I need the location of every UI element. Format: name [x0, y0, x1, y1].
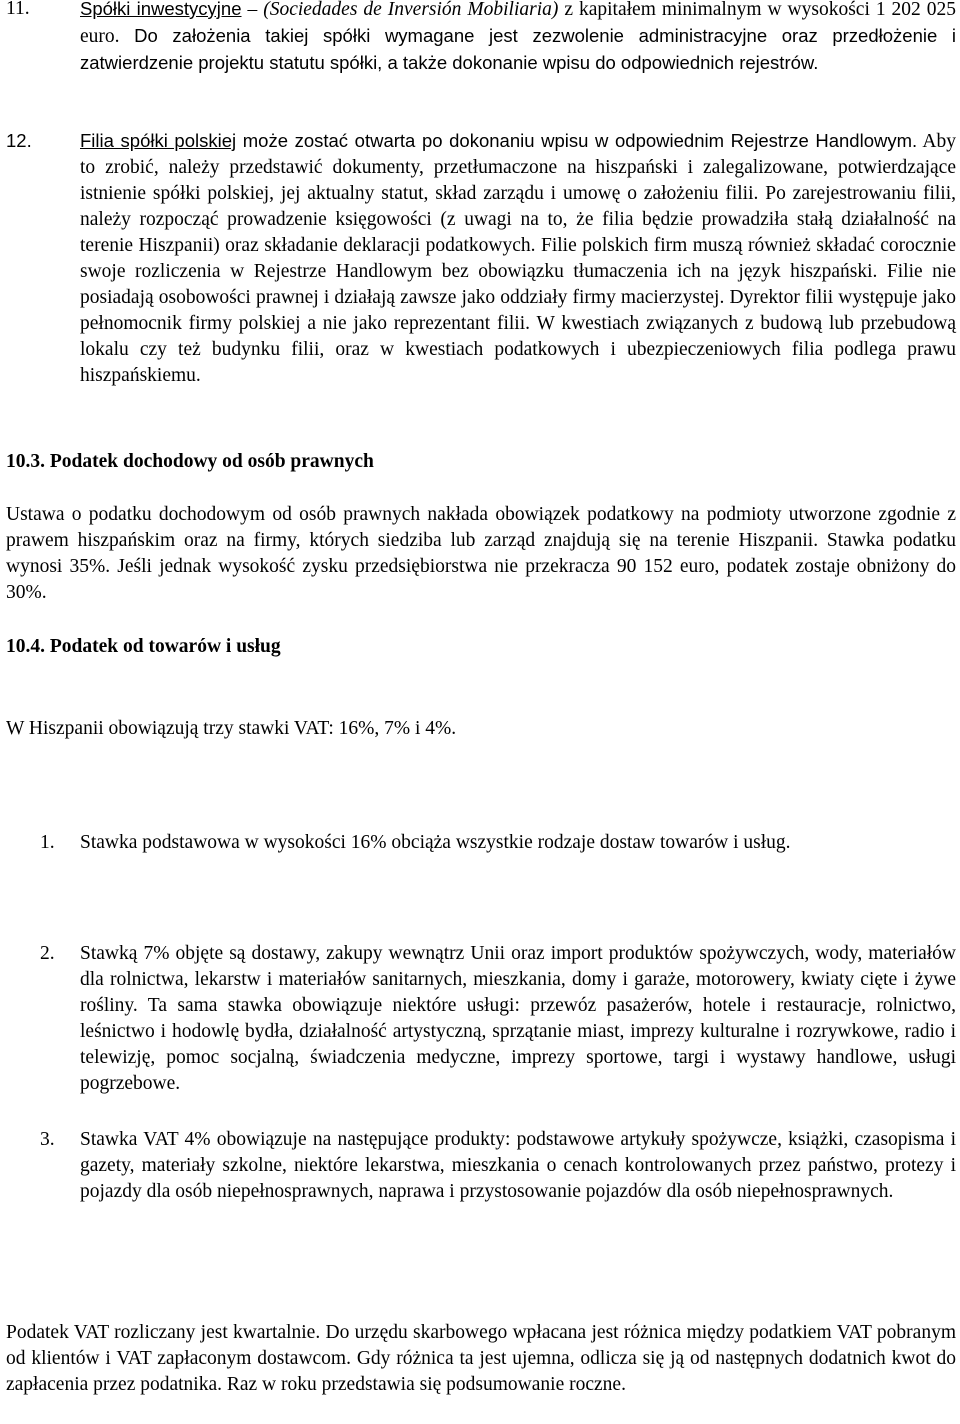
list-number: 1.	[40, 832, 55, 853]
vat-list-item	[6, 941, 956, 1097]
vat-intro: W Hiszpanii obowiązują trzy stawki VAT: 16%, 7% i 4%.	[6, 718, 457, 739]
list-number: 2.	[40, 943, 55, 964]
list-item-body: Stawką 7% objęte są dostawy, zakupy wewnątrz Unii oraz import produktów spożywczych, wody, materiałów dla rolnictwa, lekarstw i materiałów sanitarnych, mieszkania, domy i garaże, motorowery, kwiaty cięte i żywe rośliny. Ta sama stawka obowiązuje niektóre usługi: przewóz pasażerów, hotele i restauracje, rolnictwo, leśnictwo i hodowlę bydła, działalność artystyczną, sprzątanie miast, imprezy kulturalne i rozrywkowe, radio i telewizję, pomoc socjalną, świadczenia medyczne, imprezy sportowe, targi i wystawy handlowe, usługi pogrzebowe.	[80, 943, 956, 1094]
vat-list-item	[6, 830, 956, 856]
vat-closing-paragraph: Podatek VAT rozliczany jest kwartalnie. Do urzędu skarbowego wpłacana jest różnica między podatkiem VAT pobranym od klientów i VAT zapłaconym dostawcom. Gdy różnica ta jest ujemna, odlicza się ją od następnych dodatnich kwot do zapłacenia przez podatnika. Raz w roku przedstawia się podsumowanie roczne.	[6, 1322, 956, 1395]
list-number: 11.	[6, 0, 30, 19]
section-heading-10-4: 10.4. Podatek od towarów i usług	[6, 636, 281, 657]
list-number: 12.	[6, 130, 32, 151]
item-title: Filia spółki polskiej	[80, 130, 237, 151]
list-item-body: Stawka VAT 4% obowiązuje na następujące produkty: podstawowe artykuły spożywcze, książki, czasopisma i gazety, materiały szkolne, niektóre lekarstwa, mieszkania o cenach kontrolowanych przez państwo, protezy i pojazdy dla osób niepełnosprawnych, naprawa i przystosowanie pojazdów dla osób niepełnosprawnych.	[80, 1129, 956, 1202]
list-item-body	[80, 128, 956, 389]
list-item-11	[6, 0, 956, 77]
item-text: Aby to zrobić, należy przedstawić dokumenty, przetłumaczone na hiszpański i zalegalizowane, potwierdzające istnienie spółki polskiej, jej aktualny statut, skład zarządu i umowę o założeniu filii.	[80, 131, 957, 204]
item-text: z kapitałem minimalnym w wysokości 1 202 025 euro.	[80, 0, 957, 47]
item-text: Do założenia takiej spółki wymagane jest zezwolenie administracyjne oraz przedłożenie i zatwierdzenie projektu statutu spółki, a także dokonanie wpisu do odpowiednich rejestrów.	[80, 25, 956, 73]
section-paragraph: Ustawa o podatku dochodowym od osób prawnych nakłada obowiązek podatkowy na podmioty utworzone zgodnie z prawem hiszpańskim oraz na firmy, których siedziba lub zarząd znajdują się na terenie Hiszpanii. Stawka podatku wynosi 35%. Jeśli jednak wysokość zysku przedsiębiorstwa nie przekracza 90 152 euro, podatek zostaje obniżony do 30%.	[6, 504, 956, 603]
dash: –	[241, 0, 264, 20]
item-text: Po zarejestrowaniu filii, należy rozpocząć prowadzenie księgowości (z uwagi na to, że filia będzie prowadziła stałą działalność na terenie Hiszpanii) oraz składanie deklaracji podatkowych. Filie polskich firm muszą również składać corocznie swoje rozliczenia w Rejestrze Handlowym bez obowiązku tłumaczenia ich na język hiszpański. Filie nie posiadają osobowości prawnej i działają zawsze jako oddziały firmy macierzystej. Dyrektor filii występuje jako pełnomocnik firmy polskiej a nie jako reprezentant filii. W kwestiach związanych z budową lub przebudową lokalu czy też budynku filii, oraz w kwestiach podatkowych i ubezpieczeniowych filia podlega prawu hiszpańskiemu.	[80, 183, 957, 386]
list-item-body: Stawka podstawowa w wysokości 16% obciąża wszystkie rodzaje dostaw towarów i usług.	[80, 832, 791, 853]
section-heading-10-3: 10.3. Podatek dochodowy od osób prawnych	[6, 451, 374, 472]
vat-list-item	[6, 1127, 956, 1205]
item-text: może zostać otwarta po dokonaniu wpisu w odpowiednim Rejestrze Handlowym.	[236, 130, 918, 151]
list-item-12	[6, 128, 956, 389]
item-title: Spółki inwestycyjne	[80, 0, 242, 19]
spanish-name: (Sociedades de Inversión Mobiliaria)	[263, 0, 559, 20]
list-item-body	[80, 0, 956, 77]
list-number: 3.	[40, 1129, 55, 1150]
